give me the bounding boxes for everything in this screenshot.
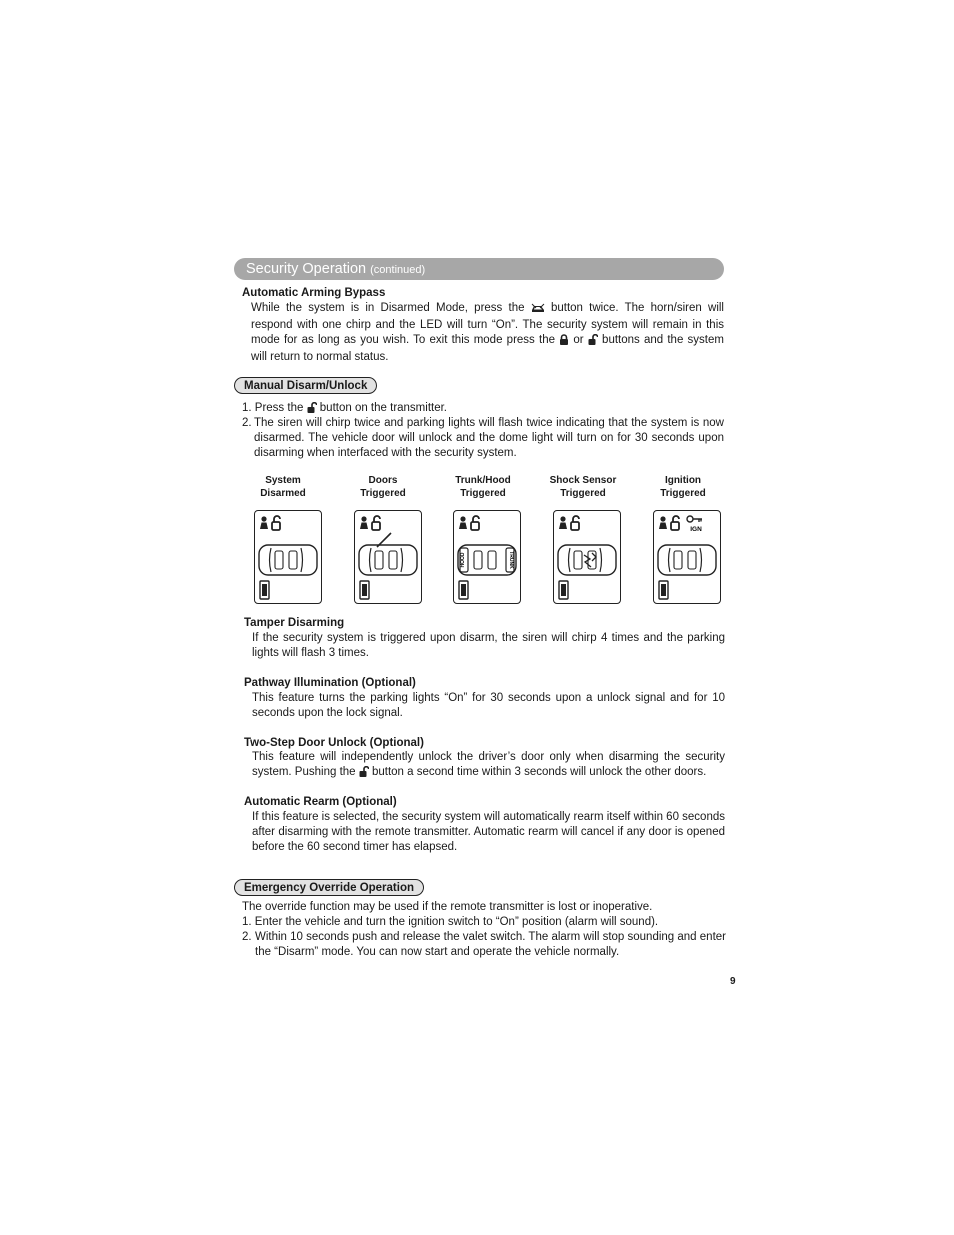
pill-emergency-override: Emergency Override Operation — [234, 879, 424, 896]
heading-two-step: Two-Step Door Unlock (Optional) — [244, 737, 424, 749]
system-disarmed-display-icon — [255, 511, 321, 603]
panel-caption-disarmed: System Disarmed — [260, 475, 306, 499]
pill-manual-disarm: Manual Disarm/Unlock — [234, 377, 377, 394]
trunk-label: TRUNK — [508, 551, 514, 569]
lock-button-icon — [559, 334, 569, 350]
section-continued: (continued) — [370, 264, 426, 276]
panel-doors-triggered — [354, 510, 422, 604]
car-button-icon — [531, 303, 545, 318]
paragraph-two-step: This feature will independently unlock the driver’s door only when disarming the security system. Pushing the button a second time within 3 seconds will unlock the other doors. — [252, 750, 725, 782]
paragraph-pathway: This feature turns the parking lights “On” for 30 seconds upon a unlock signal and for 10 seconds upon the lock signal. — [252, 692, 725, 719]
step-2-number: 2. — [242, 417, 252, 429]
ignition-triggered-display-icon — [654, 511, 720, 603]
panel-ignition-triggered — [653, 510, 721, 604]
shock-triggered-display-icon — [554, 511, 620, 603]
ign-label: IGN — [690, 526, 702, 533]
panel-shock-triggered — [553, 510, 621, 604]
doors-triggered-display-icon — [355, 511, 421, 603]
panel-system-disarmed — [254, 510, 322, 604]
paragraph-emergency-intro: The override function may be used if the remote transmitter is lost or inoperative. — [242, 901, 653, 913]
step-2-emergency-number: 2. — [242, 931, 252, 943]
heading-rearm: Automatic Rearm (Optional) — [244, 796, 397, 808]
page-number: 9 — [730, 976, 736, 987]
panel-caption-trunk-hood: Trunk/Hood Triggered — [455, 475, 511, 499]
heading-arming-bypass: Automatic Arming Bypass — [242, 287, 386, 299]
section-banner — [234, 258, 724, 280]
panel-caption-shock: Shock Sensor Triggered — [549, 475, 617, 499]
paragraph-arming-bypass: While the system is in Disarmed Mode, press the button twice. The horn/siren will respond with one chirp and the LED will turn “On”. The security system will remain in this mode for as long as you wish. To exit this mode press the or buttons and the system will return to normal status. — [251, 302, 724, 363]
panel-caption-doors: Doors Triggered — [360, 475, 406, 499]
hood-label: HOOD — [460, 552, 466, 568]
step-2-manual-disarm: The siren will chirp twice and parking lights will flash twice indicating that the system is now disarmed. The vehicle door will unlock and the dome light will turn on for 30 seconds upon disarming when interfaced with the security system. — [254, 417, 724, 459]
unlock-button-icon — [588, 334, 598, 350]
panel-trunk-hood-triggered — [453, 510, 521, 604]
panel-caption-ignition: Ignition Triggered — [660, 475, 706, 499]
section-title: Security Operation — [246, 261, 367, 277]
trunk-hood-triggered-display-icon — [454, 511, 520, 603]
status-panel-row — [228, 472, 738, 607]
heading-tamper: Tamper Disarming — [244, 617, 345, 629]
heading-pathway: Pathway Illumination (Optional) — [244, 677, 416, 689]
step-1-manual-disarm: 1. Press the button on the transmitter. — [242, 401, 724, 418]
step-2-emergency: Within 10 seconds push and release the valet switch. The alarm will stop sounding and enter the “Disarm” mode. You can now start and operate the vehicle normally. — [255, 931, 726, 958]
paragraph-tamper: If the security system is triggered upon disarm, the siren will chirp 4 times and the parking lights will flash 3 times. — [252, 632, 725, 659]
paragraph-rearm: If this feature is selected, the security system will automatically rearm itself within 60 seconds after disarming with the remote transmitter. Automatic rearm will cancel if any door is opened before the 60 second timer has elapsed. — [252, 811, 725, 853]
unlock-button-icon — [359, 766, 369, 782]
step-1-emergency: 1. Enter the vehicle and turn the ignition switch to “On” position (alarm will sound). — [242, 916, 659, 928]
